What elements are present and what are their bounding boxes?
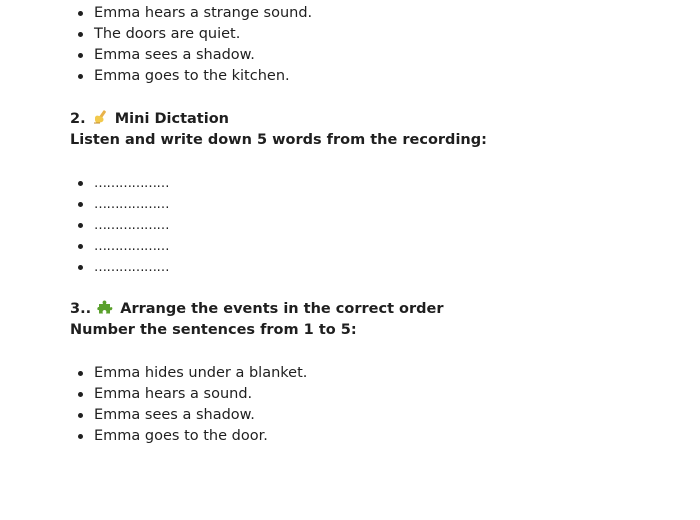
- section3-heading: [70, 299, 444, 320]
- bullet-icon: [78, 202, 83, 207]
- section3-instruction: Number the sentences from 1 to 5:: [70, 322, 357, 338]
- bullet-icon: [78, 265, 83, 270]
- list-item: Emma sees a shadow.: [70, 405, 307, 426]
- blank-line[interactable]: ………………: [70, 236, 169, 257]
- bullet-icon: [78, 371, 83, 376]
- section2-title: Mini Dictation: [114, 111, 229, 127]
- bullet-icon: [78, 53, 83, 58]
- bullet-icon: [78, 74, 83, 79]
- section3-title: Arrange the events in the correct order: [120, 301, 444, 317]
- blank-line[interactable]: ………………: [70, 173, 169, 194]
- section1-list: [70, 3, 312, 87]
- bullet-icon: [78, 392, 83, 397]
- bullet-icon: [78, 223, 83, 228]
- section2-number: 2.: [70, 111, 86, 127]
- section2-heading: [70, 109, 229, 130]
- bullet-icon: [78, 11, 83, 16]
- blank-line[interactable]: ………………: [70, 215, 169, 236]
- section2-instruction: Listen and write down 5 words from the recording:: [70, 132, 487, 148]
- bullet-icon: [78, 32, 83, 37]
- section3-number: 3..: [70, 301, 92, 317]
- blank-line[interactable]: ………………: [70, 257, 169, 278]
- writing-hand-icon: [92, 109, 108, 125]
- blank-line[interactable]: ………………: [70, 194, 169, 215]
- section3-list: [70, 363, 307, 447]
- list-item: Emma sees a shadow.: [70, 45, 312, 66]
- list-item: Emma hears a strange sound.: [70, 3, 312, 24]
- puzzle-piece-icon: [97, 299, 113, 315]
- bullet-icon: [78, 434, 83, 439]
- list-item: Emma goes to the kitchen.: [70, 66, 312, 87]
- bullet-icon: [78, 413, 83, 418]
- bullet-icon: [78, 181, 83, 186]
- list-item: The doors are quiet.: [70, 24, 312, 45]
- list-item: Emma goes to the door.: [70, 426, 307, 447]
- bullet-icon: [78, 244, 83, 249]
- list-item: Emma hears a sound.: [70, 384, 307, 405]
- list-item: Emma hides under a blanket.: [70, 363, 307, 384]
- dictation-blanks-list: [70, 173, 169, 278]
